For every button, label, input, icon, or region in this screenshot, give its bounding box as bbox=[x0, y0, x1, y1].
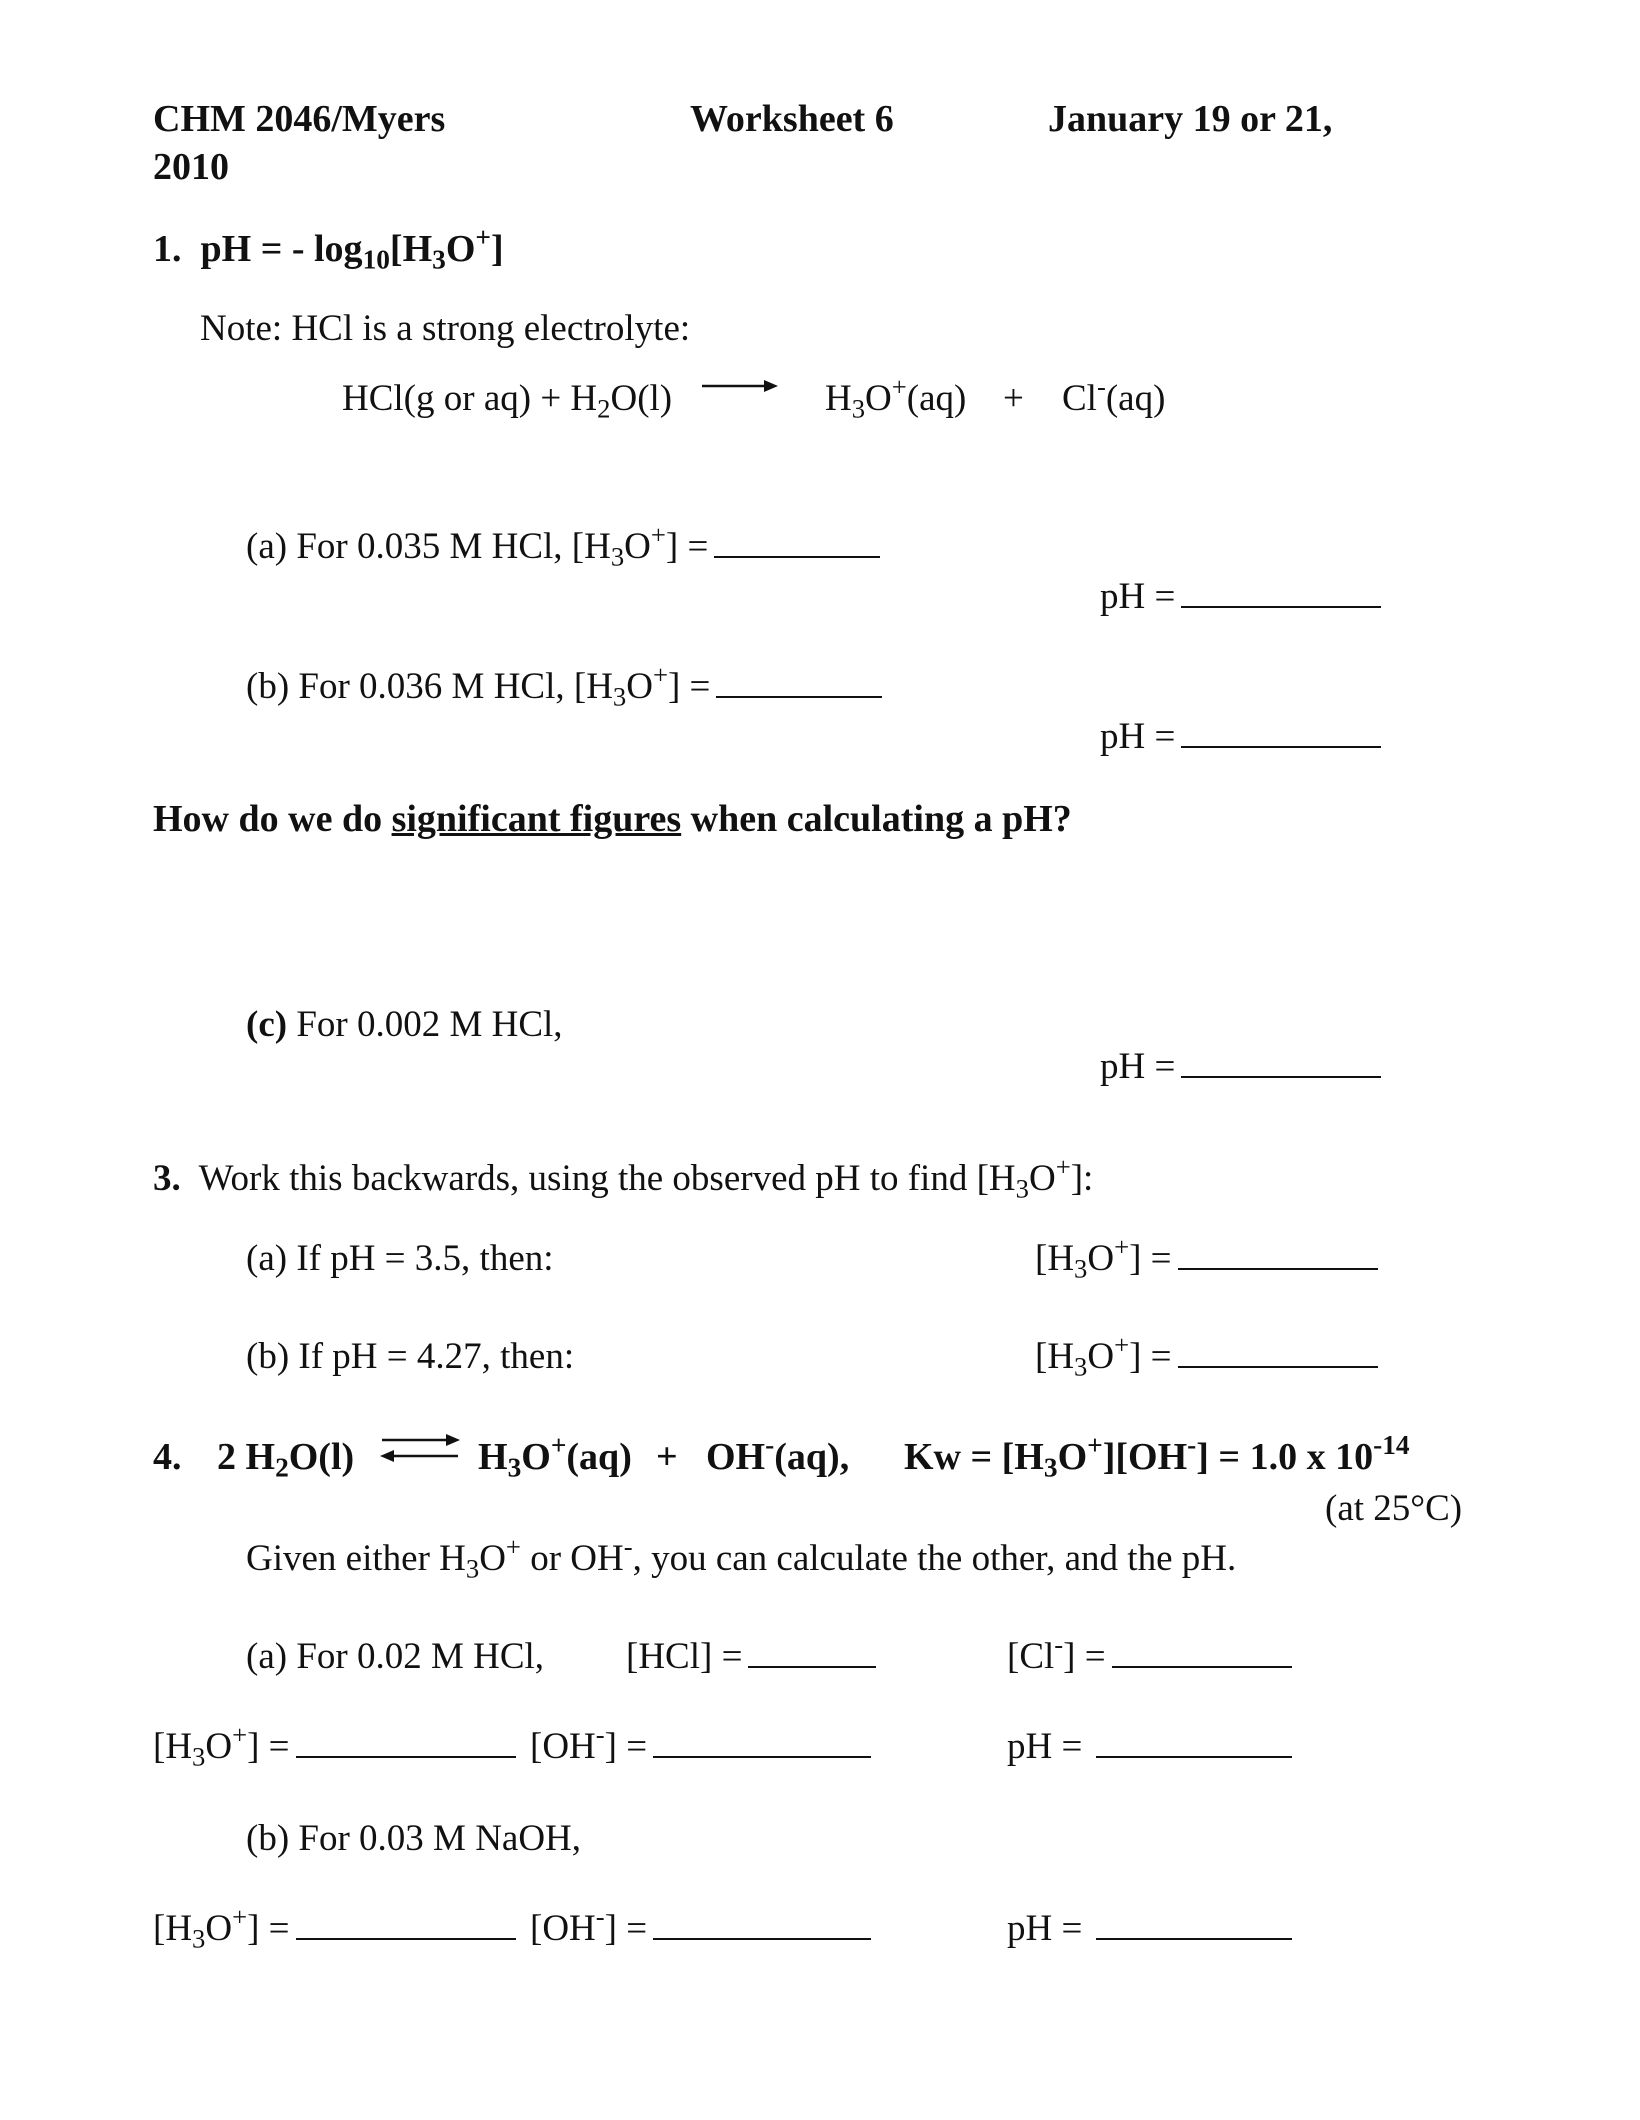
q1a-conc-blank[interactable] bbox=[714, 530, 880, 558]
q3a-answer: $[H_3O^+]$ = bbox=[1035, 1240, 1378, 1277]
q4b-prompt: (b) For 0.03 M NaOH, bbox=[246, 1818, 582, 1859]
q4-temperature: (at 25°C) bbox=[1325, 1488, 1463, 1529]
q1c-ph-blank[interactable] bbox=[1181, 1050, 1381, 1078]
q4-reactant: 2 $H_2O(l)$ bbox=[217, 1436, 355, 1483]
q3b-answer: $[H_3O^+]$ = bbox=[1035, 1338, 1378, 1375]
q4b-ph-blank[interactable] bbox=[1096, 1912, 1292, 1940]
worksheet-date: January 19 or 21, bbox=[1048, 98, 1333, 140]
q4a-hcl: [HCl] = bbox=[626, 1638, 876, 1675]
q4-plus: + bbox=[656, 1436, 678, 1478]
q4a-ph: pH = bbox=[1007, 1728, 1292, 1765]
q4b-h3o-blank[interactable] bbox=[296, 1912, 516, 1940]
q4a-prompt: (a) For 0.02 M HCl, bbox=[246, 1636, 545, 1677]
q3a-prompt: (a) If pH = 3.5, then: bbox=[246, 1238, 554, 1279]
q1-note: Note: HCl is a strong electrolyte: bbox=[200, 308, 691, 349]
q4a-h3o-blank[interactable] bbox=[296, 1730, 516, 1758]
sigfig-question: How do we do significant figures when calculating a pH? bbox=[153, 798, 1072, 840]
q1b-ph: pH = bbox=[1100, 718, 1381, 755]
q1-reactants: HCl(g or $aq) + H_2O(l)$ bbox=[342, 378, 673, 424]
q4b-ph: pH = bbox=[1007, 1910, 1292, 1947]
q1-product-hydronium: $H_3O^+(aq)$ bbox=[825, 371, 967, 424]
q3b-prompt: (b) If pH = 4.27, then: bbox=[246, 1336, 575, 1377]
q4b-h3o: $[H_3O^+]$ = bbox=[153, 1910, 516, 1947]
q4-hydroxide: OH-(aq), bbox=[706, 1429, 850, 1478]
q4a-cl-blank[interactable] bbox=[1112, 1640, 1292, 1668]
q4b-oh: [OH-] = bbox=[530, 1910, 871, 1947]
course-title: CHM 2046/Myers bbox=[153, 98, 446, 140]
q3b-blank[interactable] bbox=[1178, 1340, 1378, 1368]
course-year: 2010 bbox=[153, 146, 229, 188]
q4a-oh: [OH-] = bbox=[530, 1728, 871, 1765]
q1c-prompt: (c) For 0.002 M HCl, bbox=[246, 1004, 563, 1045]
q3a-blank[interactable] bbox=[1178, 1242, 1378, 1270]
q4-hydronium: $H_3O^+(aq)$ bbox=[478, 1429, 632, 1483]
q1a-ph-blank[interactable] bbox=[1181, 580, 1381, 608]
q1-formula: 1. pH = - $\log_{10}[H_3O^+]$ bbox=[153, 221, 504, 275]
q4b-oh-blank[interactable] bbox=[653, 1912, 871, 1940]
q1-plus: + bbox=[1003, 378, 1024, 419]
worksheet-title: Worksheet 6 bbox=[690, 98, 894, 140]
q1b-prompt: (b) For 0.036 M HCl, $[H_3O^+]$ = bbox=[246, 668, 882, 705]
q1b-conc-blank[interactable] bbox=[716, 670, 882, 698]
q4-given: Given either $H_3O^+$ or OH-, you can calculate the other, and the pH. bbox=[246, 1531, 1237, 1584]
q4a-hcl-blank[interactable] bbox=[748, 1640, 876, 1668]
q3-prompt: 3. Work this backwards, using the observed pH to find $[H_3O^+]$: bbox=[153, 1151, 1094, 1204]
q1c-ph: pH = bbox=[1100, 1048, 1381, 1085]
q4a-oh-blank[interactable] bbox=[653, 1730, 871, 1758]
q4a-ph-blank[interactable] bbox=[1096, 1730, 1292, 1758]
q4-kw: $Kw = [H_3O^+][OH^-] = 1.0$ x $10^{-14}$ bbox=[904, 1429, 1410, 1483]
q1-product-chloride: Cl-(aq) bbox=[1062, 371, 1166, 419]
q4a-cl: [Cl-] = bbox=[1007, 1638, 1292, 1675]
equilibrium-arrow-icon bbox=[378, 1430, 462, 1466]
q1a-ph: pH = bbox=[1100, 578, 1381, 615]
q1a-prompt: (a) For 0.035 M HCl, $[H_3O^+]$ = bbox=[246, 528, 880, 565]
q4-num: 4. bbox=[153, 1436, 182, 1478]
q4a-h3o: $[H_3O^+]$ = bbox=[153, 1728, 516, 1765]
q1b-ph-blank[interactable] bbox=[1181, 720, 1381, 748]
right-arrow-icon bbox=[700, 376, 780, 396]
